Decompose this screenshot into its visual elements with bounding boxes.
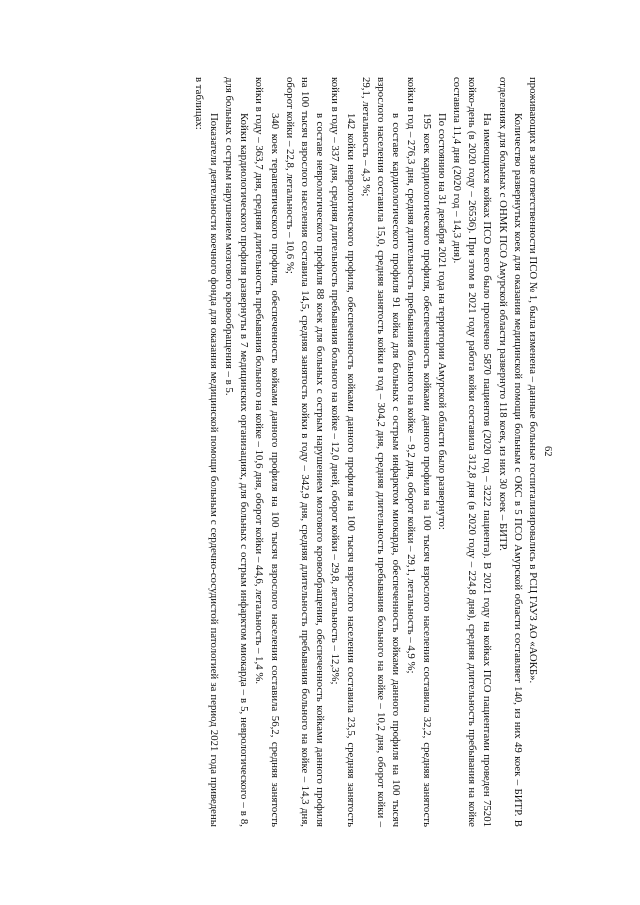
paragraph-6: в составе кардиологического профиля 91 койка для больных с острым инфарктом миокарда, обеспеченность койками данного профиля на 100 тысяч взрослого населения составила 15,0, средняя занятость койки в год – 304,2 дня, средняя длительность пребывания больного на койке – 10,2 дня, оборот койки – 29,1, летальность – 4,3 %; xyxy=(359,77,403,827)
paragraph-11: Показатели деятельности коечного фонда для оказания медицинской помощи больным с сердечно-сосудистой патологией за период 2021 года приведены в таблицах: xyxy=(192,77,220,827)
paragraph-3: На имеющихся койках ПСО всего было пролечено 5870 пациентов (2020 год – 3222 пациента). В 2021 году на койках ПСО пациентами проведен 75201 койко-день (в 2020 году – 26536). При этом в 2021 году работа койки составила 312,8 дня (в 2020 году – 224,8 дня), средняя длительность пребывания на койке составила 11,4 дня (2020 год – 14,3 дня). xyxy=(450,77,494,827)
paragraph-7: 142 койки неврологического профиля, обеспеченность койками данного профиля на 100 тысяч взрослого населения составила 23,5, средняя занятость койки в году – 337 дня, средняя длительность пребывания больного на койке – 12,0 дней, оборот койки – 29,8, летальность – 12,3%; xyxy=(329,77,357,827)
paragraph-2: Количество развернутых коек для оказания медицинской помощи больным с ОКС в 5 ПСО Амурской области составляет 140, из них 49 коек – БИТР. В отделениях для больных с ОНМК ПСО Амурской области развернуто 118 коек, из них 30 коек – БИТР. xyxy=(496,77,524,827)
paragraph-4: По состоянию на 31 декабря 2021 года на территории Амурской области было развернуто: xyxy=(435,113,448,530)
paragraph-1: проживающих в зоне ответственности ПСО № 1, была изменена – данные больные госпитализировались в РСЦ ГАУЗ АО «АОКБ». xyxy=(527,77,539,684)
paragraph-9: 340 коек терапевтического профиля, обеспеченность койками данного профиля на 100 тысяч взрослого населения составила 56,2, средняя занятость койки в году – 363,7 дня, средняя длительность пребывания больного на койке – 10,6 дня, оборот койки – 44,6, летальность – 1,4 %. xyxy=(253,77,281,827)
document-body xyxy=(190,77,540,827)
page-number: 62 xyxy=(542,446,553,457)
paragraph-5: 195 коек кардиологического профиля, обеспеченность койками данного профиля на 100 тысяч взрослого населения составила 32,2, средняя занятость койки в год – 276,3 дня, средняя длительность пребывания больного на койке – 9,2 дня, оборот койки – 29,1, летальность – 4,9 %; xyxy=(405,77,433,827)
paragraph-8: в составе неврологического профиля 88 коек для больных с острым нарушением мозгового кровообращения, обеспеченность койками данного профиля на 100 тысяч взрослого населения составила 14,5, средняя занятость койки в году – 342,9 дня, средняя длительность пребывания больного на койке – 14,3 дня, оборот койки – 22,8, летальность – 10,6 %; xyxy=(283,77,327,827)
paragraph-10: Койки кардиологического профиля развернуты в 7 медицинских организациях, для больных с острым инфарктом миокарда – в 5, неврологического – в 8, для больных с острым нарушением мозгового кровообращения – в 5. xyxy=(222,77,251,827)
